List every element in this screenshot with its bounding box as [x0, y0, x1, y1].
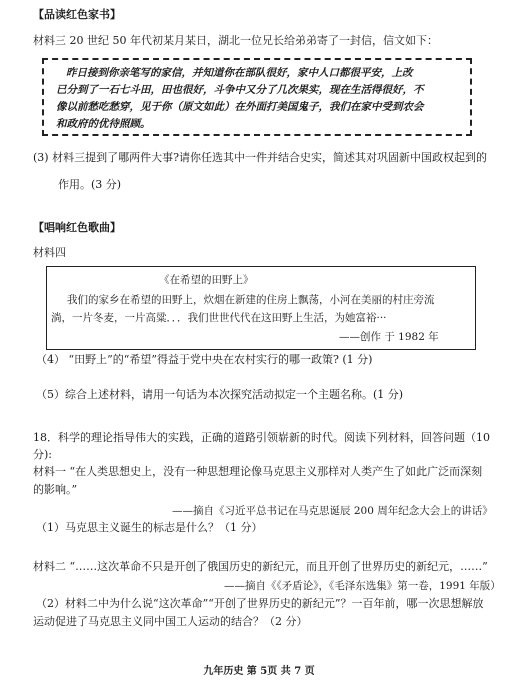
- song-line: 我们的家乡在希望的田野上，炊烟在新建的住房上飘荡，小河在美丽的村庄旁流: [67, 294, 435, 306]
- question-3-line2: 作用。(3 分): [58, 178, 122, 191]
- material4-label: 材料四: [33, 246, 66, 259]
- section-heading-family-letters: 【品读红色家书】: [33, 8, 121, 21]
- letter-box: [42, 58, 472, 136]
- page-footer: 九年历史 第 5页 共 7 页: [203, 666, 315, 677]
- letter-line: 和政府的优待照顾。: [56, 118, 151, 130]
- material1-line2: 的影响。”: [33, 483, 78, 496]
- question-18-intro-line1: 18．科学的理论指导伟大的实践，正确的道路引领崭新的时代。阅读下列材料，回答问题（10: [33, 431, 490, 444]
- song-box: [46, 266, 476, 350]
- sub-question-2-line2: 运动促进了马克思主义同中国工人运动的结合？（2 分）: [33, 615, 308, 628]
- question-4: （4） “田野上”的“希望”得益于党中央在农村实行的哪一政策? (1 分): [36, 353, 373, 366]
- material3-intro: 材料三 20 世纪 50 年代初某月某日，湖北一位兄长给弟弟寄了一封信，信文如下：: [33, 34, 438, 47]
- sub-question-2-line1: （2）材料二中为什么说“这次革命”“开创了世界历史的新纪元”？一百年前，哪一次思想解放: [36, 597, 484, 610]
- question-18-intro-line2: 分):: [33, 448, 52, 461]
- question-5: （5）综合上述材料，请用一句话为本次探究活动拟定一个主题名称。(1 分): [36, 388, 404, 401]
- song-title: 《在希望的田野上》: [159, 274, 254, 286]
- sub-question-1: （1）马克思主义诞生的标志是什么？（1 分）: [36, 521, 263, 534]
- material2-source: ——摘自《《矛盾论》，《毛泽东选集》第一卷，1991 年版）: [224, 580, 501, 592]
- section-heading-red-songs: 【唱响红色歌曲】: [33, 221, 121, 234]
- song-line: 淌，一片冬麦，一片高粱．．．我们世世代代在这田野上生活，为她富裕···: [51, 312, 387, 324]
- letter-line: 昨日接到你亲笔写的家信，并知道你在部队很好，家中人口都很平安，上改: [66, 67, 413, 79]
- material1-source: ——摘自《习近平总书记在马克思诞辰 200 周年纪念大会上的讲话》: [172, 505, 493, 517]
- letter-line: 已分到了一石七斗田，田也很好，斗争中又分了几次果实，现在生活得很好，不: [56, 84, 424, 96]
- material2-line1: 材料二 “……这次革命不只是开创了俄国历史的新纪元，而且开创了世界历史的新纪元，……”: [33, 560, 488, 573]
- song-credit: ——创作 于 1982 年: [339, 331, 439, 343]
- question-3-line1: (3) 材料三提到了哪两件大事?请你任选其中一件并结合史实，简述其对巩固新中国政权起到的: [33, 151, 487, 164]
- letter-line: 像以前愁吃愁穿，见于你（原文如此）在外面打美国鬼子，我们在家中受到农会: [56, 101, 424, 113]
- material1-line1: 材料一 “在人类思想史上，没有一种思想理论像马克思主义那样对人类产生了如此广泛而深刻: [33, 465, 483, 478]
